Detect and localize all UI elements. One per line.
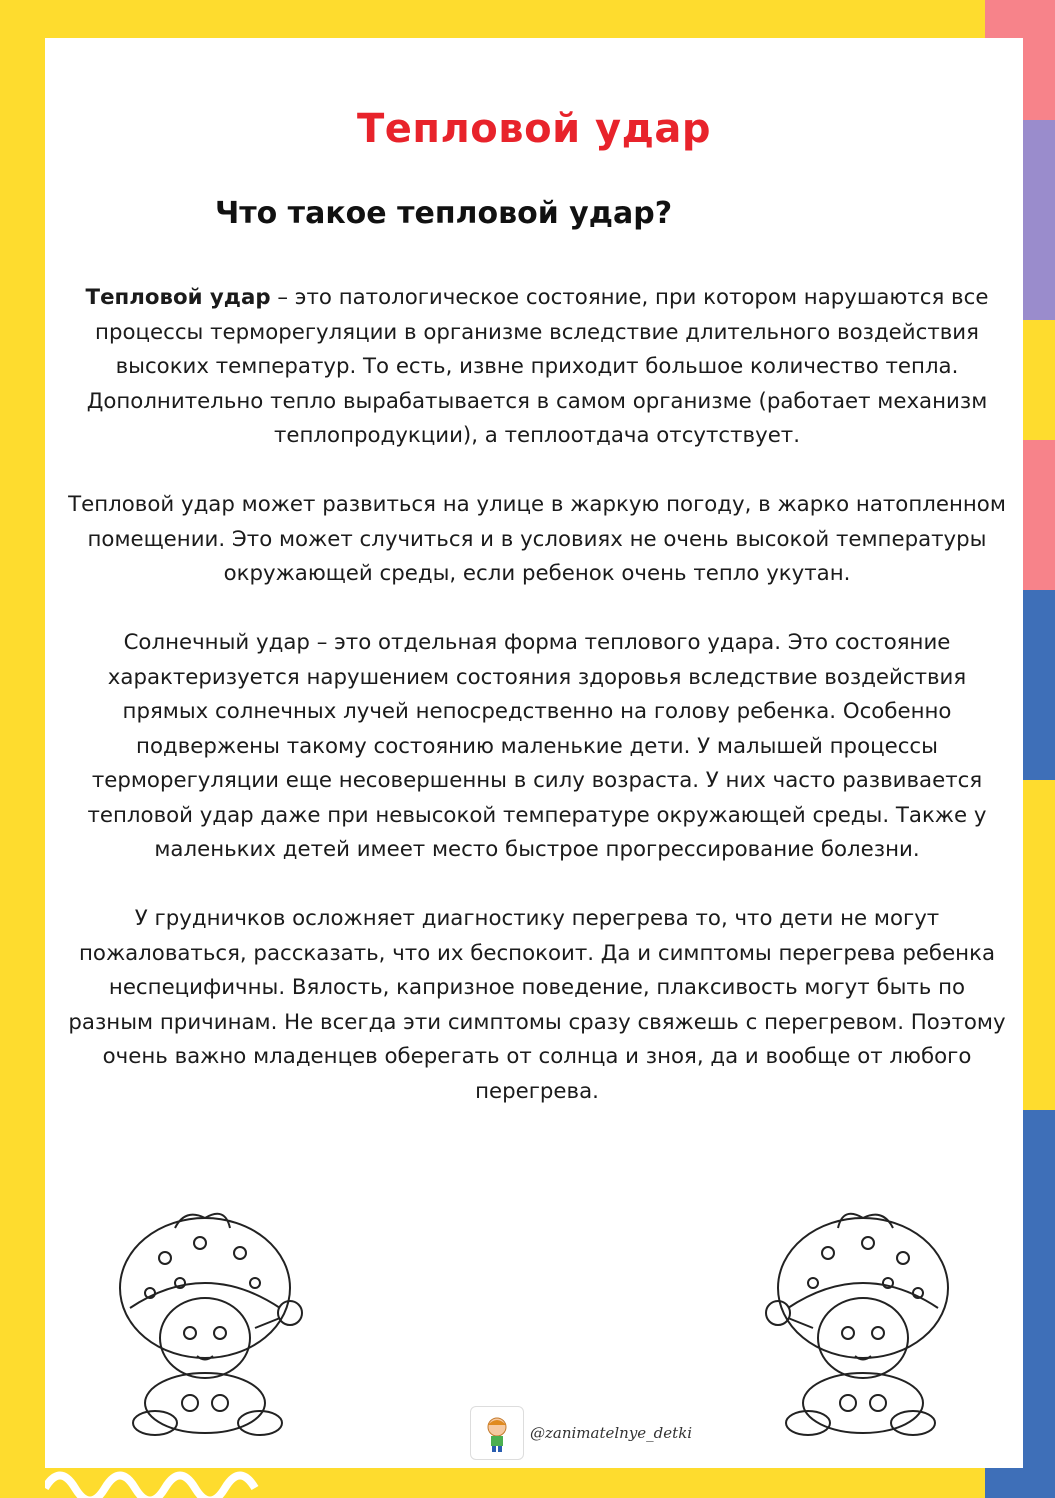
document-title: Тепловой удар xyxy=(356,106,712,152)
baby-coloring-illustration xyxy=(105,1198,325,1438)
watermark xyxy=(470,1405,695,1461)
paragraph: У грудничков осложняет диагностику перегрева то, что дети не могут пожаловаться, рассказать, что их беспокоит. Да и симптомы перегрева ребенка неспецифичны. Вялость, капризное поведение, плаксивость могут быть по разным причинам. Не всегда эти симптомы сразу свяжешь с перегревом. Поэтому очень важно младенцев оберегать от солнца и зноя, да и вообще от любого перегрева. xyxy=(68,906,1006,1104)
decorative-squiggle xyxy=(45,1458,265,1498)
paragraph: Тепловой удар может развиться на улице в жаркую погоду, в жарко натопленном помещении. Это может случиться и в условиях не очень высокой температуры окружающей среды, если ребенок очень тепло укутан. xyxy=(68,492,1006,586)
watermark-handle: @zanimatelnye_detki xyxy=(530,1424,693,1442)
kid-logo-icon xyxy=(470,1406,524,1460)
document-body xyxy=(67,281,1007,1144)
paragraph: Тепловой удар – это патологическое состояние, при котором нарушаются все процессы терморегуляции в организме вследствие длительного воздействия высоких температур. То есть, извне приходит большое количество тепла. Дополнительно тепло вырабатывается в самом организме (работает механизм теплопродукции), а теплоотдача отсутствует. xyxy=(85,285,989,448)
page-sheet xyxy=(45,38,1023,1468)
baby-coloring-illustration xyxy=(743,1198,963,1438)
paragraph: Солнечный удар – это отдельная форма теплового удара. Это состояние характеризуется нарушением состояния здоровья вследствие воздействия прямых солнечных лучей непосредственно на голову ребенка. Особенно подвержены такому состоянию маленькие дети. У малышей процессы терморегуляции еще несовершенны в силу возраста. У них часто развивается тепловой удар даже при невысокой температуре окружающей среды. Также у маленьких детей имеет место быстрое прогрессирование болезни. xyxy=(87,630,987,862)
paragraph-lead: Тепловой удар xyxy=(85,285,271,310)
document-subtitle: Что такое тепловой удар? xyxy=(215,196,673,231)
frame-left-stripe xyxy=(0,0,50,1498)
